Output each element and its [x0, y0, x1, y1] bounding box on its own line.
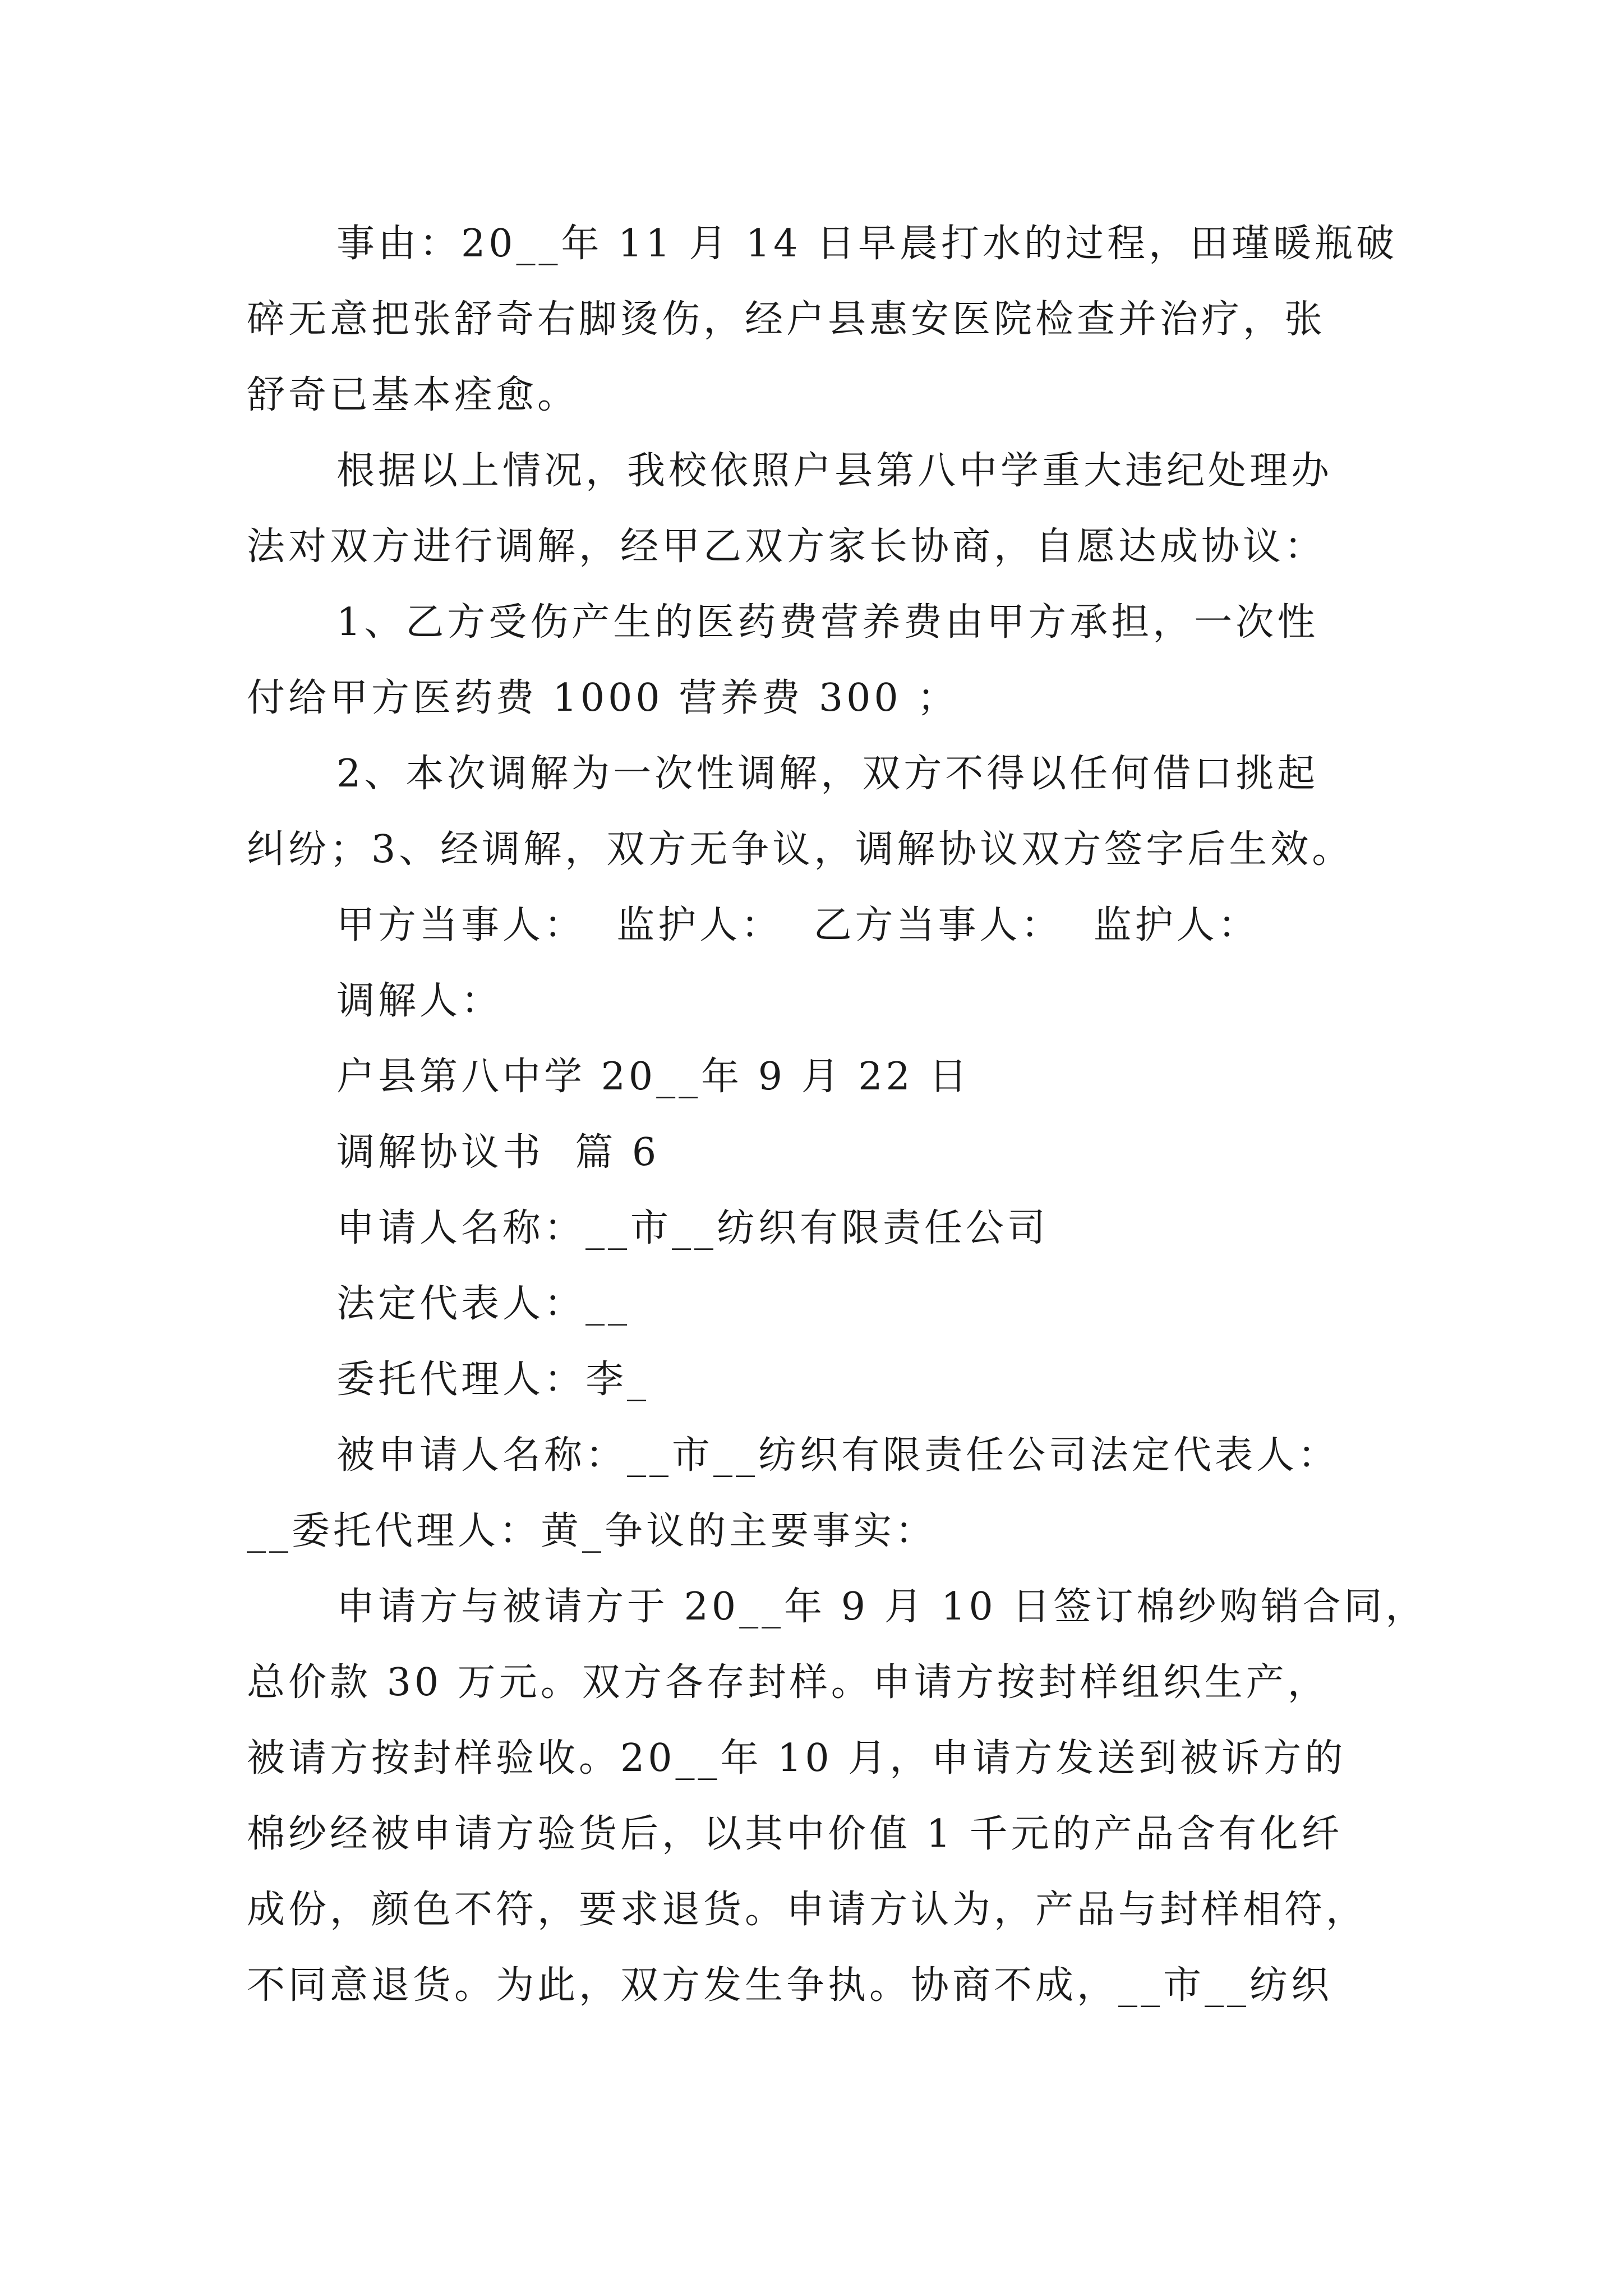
text-line: 申请方与被请方于 20__年 9 月 10 日签订棉纱购销合同，: [336, 1585, 1427, 1629]
text-line: 不同意退货。为此，双方发生争执。协商不成，__市__纺织: [247, 1963, 1333, 2008]
text-line: 棉纱经被申请方验货后，以其中价值 1 千元的产品含有化纤: [247, 1812, 1343, 1856]
text-line: 根据以上情况，我校依照户县第八中学重大违纪处理办: [336, 449, 1333, 493]
text-line: 舒奇已基本痊愈。: [247, 373, 579, 417]
text-line: __委托代理人：黄_争议的主要事实：: [247, 1509, 937, 1553]
section-heading: 调解协议书 篇 6: [336, 1130, 660, 1175]
text-line: 总价款 30 万元。双方各存封样。申请方按封样组织生产，: [247, 1660, 1329, 1705]
date-line: 户县第八中学 20__年 9 月 22 日: [336, 1055, 971, 1099]
mediator-line: 调解人：: [336, 979, 503, 1023]
text-line: 碎无意把张舒奇右脚烫伤，经户县惠安医院检查并治疗，张: [247, 297, 1326, 342]
signature-line: 甲方当事人： 监护人： 乙方当事人： 监护人：: [336, 903, 1260, 947]
text-line: 申请人名称：__市__纺织有限责任公司: [336, 1206, 1049, 1250]
text-line: 2、本次调解为一次性调解，双方不得以任何借口挑起: [336, 752, 1319, 796]
text-line: 被请方按封样验收。20__年 10 月，申请方发送到被诉方的: [247, 1736, 1347, 1780]
text-line: 法对双方进行调解，经甲乙双方家长协商，自愿达成协议：: [247, 524, 1326, 569]
text-line: 委托代理人：李_: [336, 1358, 650, 1402]
text-line: 成份，颜色不符，要求退货。申请方认为，产品与封样相符，: [247, 1888, 1368, 1932]
text-line: 1、乙方受伤产生的医药费营养费由甲方承担，一次性: [336, 600, 1319, 645]
text-line: 被申请人名称：__市__纺织有限责任公司法定代表人：: [336, 1433, 1340, 1478]
text-line: 付给甲方医药费 1000 营养费 300 ；: [247, 676, 959, 720]
text-line: 法定代表人：__: [336, 1282, 631, 1326]
text-line: 纠纷；3、经调解，双方无争议，调解协议双方签字后生效。: [247, 827, 1354, 872]
text-line: 事由：20__年 11 月 14 日早晨打水的过程，田瑾暖瓶破: [336, 222, 1398, 266]
